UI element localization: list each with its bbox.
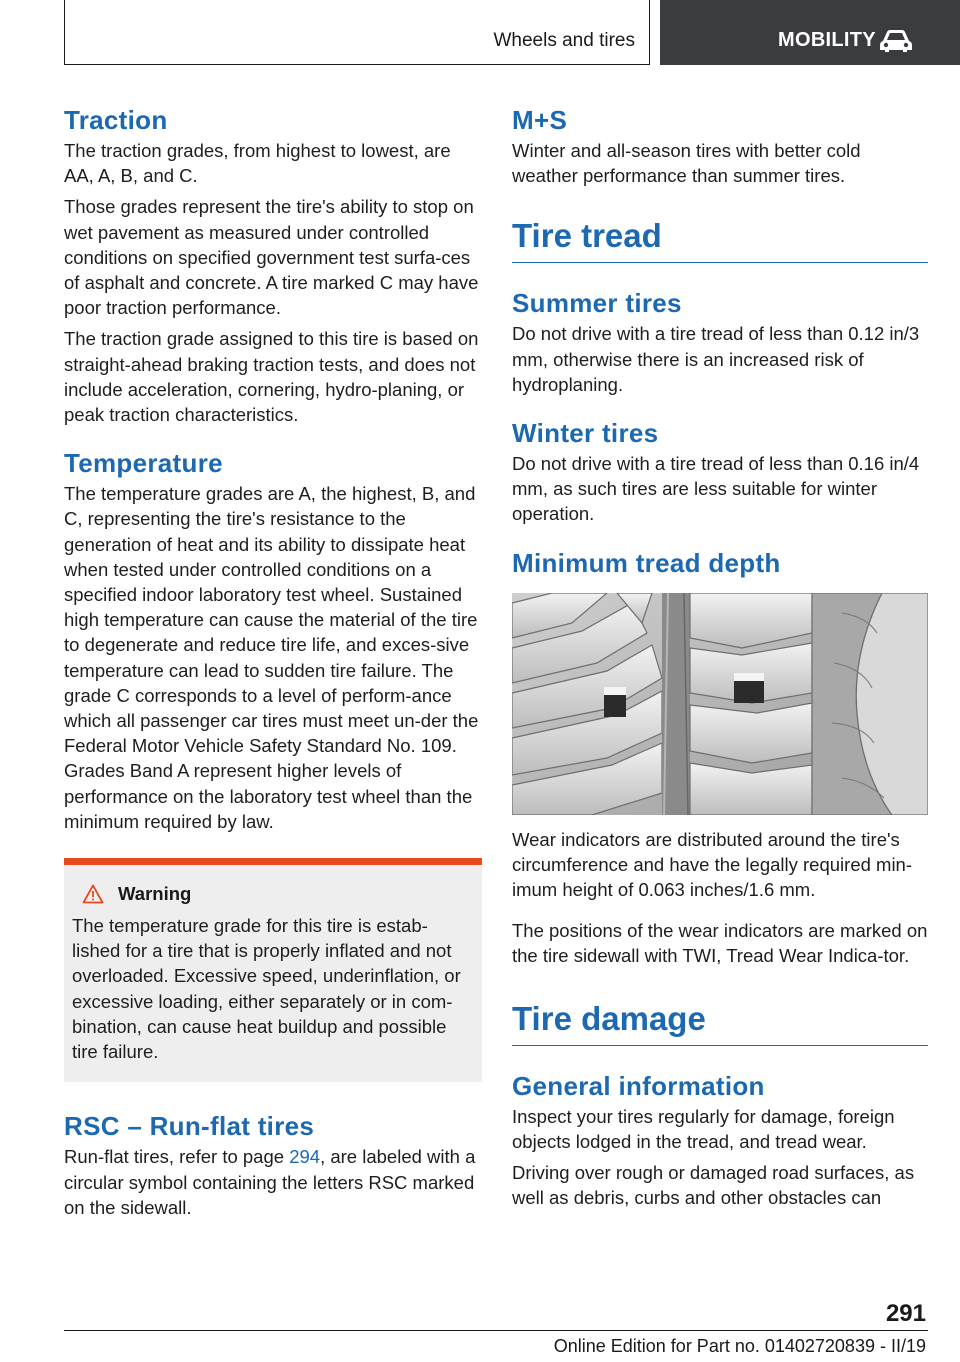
summer-tires-paragraph: Do not drive with a tire tread of less than 0.12 in/3 mm, otherwise there is an increased risk of hydroplaning.	[512, 323, 920, 395]
warning-title: Warning	[118, 883, 192, 905]
temperature-heading: Temperature	[64, 448, 223, 479]
warning-header	[82, 883, 474, 905]
rsc-text: , are labeled with a circular symbol containing the letters RSC marked on the sidewall.	[64, 1146, 476, 1218]
summer-tires-heading: Summer tires	[512, 288, 682, 319]
temperature-paragraph: The temperature grades are A, the highest, B, and C, representing the tire's resistance to the generation of heat and its ability to dissipate heat when tested under controlled conditions on a specified indoor laboratory test wheel. Sustained high temperature can cause the material of the tire to degenerate and reduce tire life, and exces‐sive temperature can lead to sudden tire failure. The grade C corresponds to a level of perform‐ance which all passenger car tires must meet un‐der the Federal Motor Vehicle Safety Standard No. 109. Grades Band A represent higher levels of performance on the laboratory test wheel than the minimum required by law.	[64, 483, 479, 832]
tire-tread-illustration	[512, 593, 928, 815]
header-section-tab	[64, 0, 650, 65]
traction-paragraph: The traction grades, from highest to lowest, are AA, A, B, and C.	[64, 140, 451, 187]
right-column	[512, 104, 928, 1210]
left-column	[64, 104, 482, 1220]
header-chapter-title: MOBILITY	[778, 29, 876, 51]
traction-paragraph: Those grades represent the tire's ability to stop on wet pavement as measured under controlled conditions on specified government test surfa‐ces of asphalt and concrete. A tire marked C may have poor traction performance.	[64, 196, 479, 319]
warning-triangle-icon	[82, 884, 104, 904]
traction-heading: Traction	[64, 105, 168, 135]
rsc-heading: RSC – Run‐flat tires	[64, 1111, 315, 1142]
rsc-text: Run-flat tires, refer to page	[64, 1146, 290, 1168]
tire-damage-chapter-heading: Tire damage	[512, 999, 928, 1046]
wear-indicator-marker	[604, 687, 626, 717]
wear-indicator-paragraph: Wear indicators are distributed around the tire's circumference and have the legally required min‐imum height of 0.063 inches/1.6 mm.	[512, 828, 913, 901]
general-information-paragraph: Inspect your tires regularly for damage, foreign objects lodged in the tread, and tread wear.	[512, 1105, 895, 1152]
warning-text: The temperature grade for this tire is estab‐lished for a tire that is properly inflated and not overloaded. Excessive speed, underinflation, or excessive loading, either separately or in com‐bination, can cause heat buildup and possible tire failure.	[72, 915, 461, 1063]
car-icon	[879, 29, 913, 53]
traction-paragraph: The traction grade assigned to this tire is based on straight-ahead braking traction tests, and does not include acceleration, cornering, hydro‐planing, or peak traction characteristics.	[64, 328, 479, 426]
rsc-paragraph	[64, 1144, 482, 1220]
winter-tires-heading: Winter tires	[512, 418, 659, 449]
ms-heading: M+S	[512, 105, 568, 135]
general-information-paragraph: Driving over rough or damaged road surfaces, as well as debris, curbs and other obstacles can	[512, 1162, 915, 1209]
minimum-tread-heading: Minimum tread depth	[512, 547, 781, 578]
general-information-heading: General information	[512, 1070, 765, 1101]
winter-tires-paragraph: Do not drive with a tire tread of less than 0.16 in/4 mm, as such tires are less suitable for winter operation.	[512, 453, 920, 525]
footer-edition-text: Online Edition for Part no. 01402720839 - II/19	[553, 1336, 926, 1356]
page-reference-link[interactable]: 294	[289, 1146, 321, 1168]
tire-tread-chapter-heading: Tire tread	[512, 216, 928, 263]
header-section-title: Wheels and tires	[493, 30, 635, 51]
header-chapter-tab	[660, 0, 960, 65]
wear-indicator-marker	[734, 673, 764, 703]
wear-indicator-paragraph: The positions of the wear indicators are marked on the tire sidewall with TWI, Tread Wear Indica‐tor.	[512, 920, 928, 967]
ms-paragraph: Winter and all-season tires with better cold weather performance than summer tires.	[512, 140, 861, 187]
warning-box	[64, 858, 482, 1082]
footer-divider	[64, 1330, 928, 1331]
page-number: 291	[885, 1300, 926, 1327]
